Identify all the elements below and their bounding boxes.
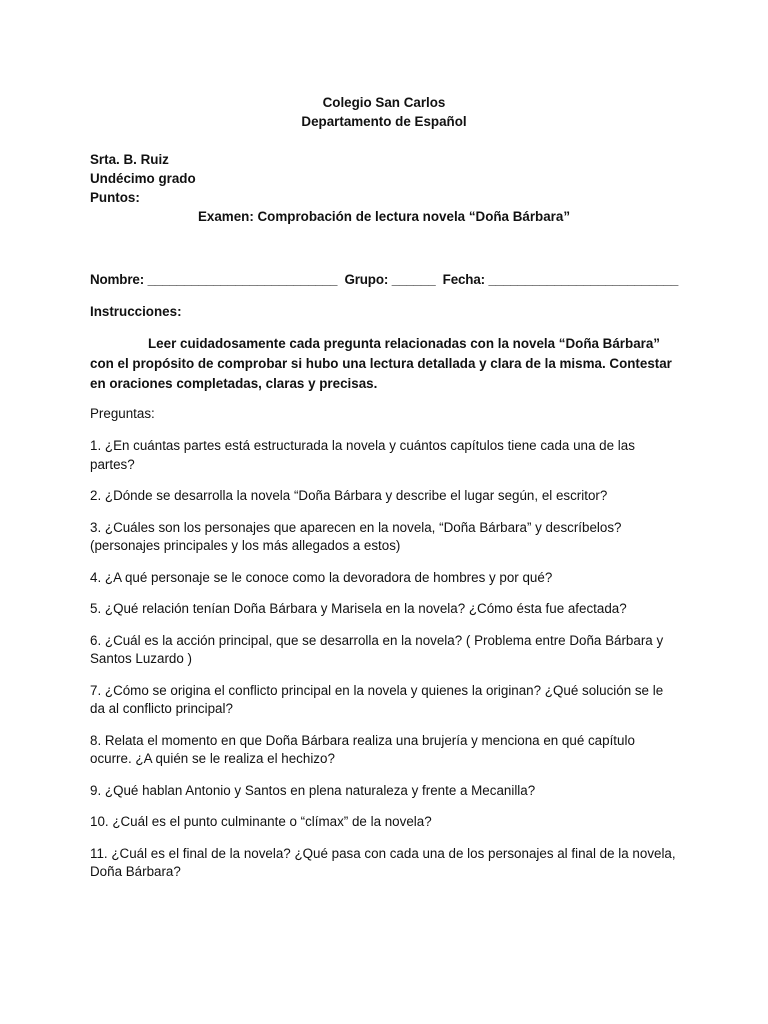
question-item: 3. ¿Cuáles son los personajes que aparecen en la novela, “Doña Bárbara” y descríbelos? (personajes principales y los más allegados a estos) xyxy=(90,519,622,553)
question-item: 1. ¿En cuántas partes está estructurada la novela y cuántos capítulos tiene cada una de las partes? xyxy=(90,438,635,472)
question-item: 2. ¿Dónde se desarrolla la novela “Doña Bárbara y describe el lugar según, el escritor? xyxy=(90,488,608,503)
student-info-fields: Nombre: __________________________ Grupo: ______ Fecha: __________________________ xyxy=(90,272,679,287)
question-item: 10. ¿Cuál es el punto culminante o “clímax” de la novela? xyxy=(90,814,432,829)
question-item: 7. ¿Cómo se origina el conflicto principal en la novela y quienes la originan? ¿Qué solución se le da al conflicto principal? xyxy=(90,682,664,716)
points-label: Puntos: xyxy=(90,190,140,205)
teacher-name: Srta. B. Ruiz xyxy=(90,152,169,167)
question-list xyxy=(90,437,680,895)
grade-label: Undécimo grado xyxy=(90,171,196,186)
instructions-text: Leer cuidadosamente cada pregunta relacionadas con la novela “Doña Bárbara” con el propósito de comprobar si hubo una lectura detallada y clara de la misma. Contestar en oraciones completadas, claras y precisas. xyxy=(90,336,672,391)
question-item: 11. ¿Cuál es el final de la novela? ¿Qué pasa con cada una de los personajes al final de la novela, Doña Bárbara? xyxy=(90,845,676,879)
school-name: Colegio San Carlos xyxy=(322,95,446,110)
department-name: Departamento de Español xyxy=(301,114,467,129)
question-item: 8. Relata el momento en que Doña Bárbara realiza una brujería y menciona en qué capítulo ocurre. ¿A quién se le realiza el hechizo? xyxy=(90,732,635,766)
instructions-label: Instrucciones: xyxy=(90,304,182,319)
exam-title: Examen: Comprobación de lectura novela “Doña Bárbara” xyxy=(197,209,571,224)
questions-label: Preguntas: xyxy=(90,406,155,421)
question-item: 9. ¿Qué hablan Antonio y Santos en plena naturaleza y frente a Mecanilla? xyxy=(90,782,536,798)
question-item: 5. ¿Qué relación tenían Doña Bárbara y Marisela en la novela? ¿Cómo ésta fue afectada? xyxy=(90,601,627,616)
question-item: 6. ¿Cuál es la acción principal, que se desarrolla en la novela? ( Problema entre Doña Bárbara y Santos Luzardo ) xyxy=(90,632,664,666)
question-item: 4. ¿A qué personaje se le conoce como la devoradora de hombres y por qué? xyxy=(90,569,553,585)
